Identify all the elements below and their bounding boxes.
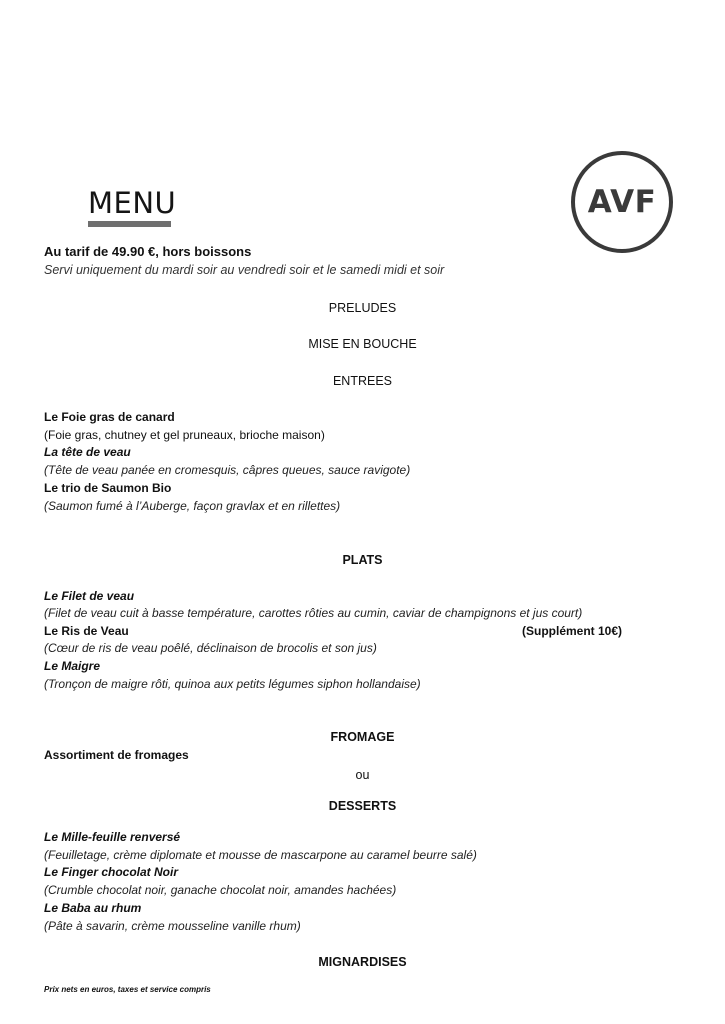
dessert-desc: (Feuilletage, crème diplomate et mousse de mascarpone au caramel beurre salé) (44, 848, 477, 862)
or-separator: ou (355, 768, 370, 782)
section-mise-en-bouche: MISE EN BOUCHE (308, 337, 417, 351)
section-entrees: ENTREES (332, 374, 393, 388)
section-mignardises: MIGNARDISES (318, 955, 407, 969)
entree-name: Le Foie gras de canard (44, 410, 175, 424)
plat-desc: (Filet de veau cuit à basse température, carottes rôties au cumin, caviar de champignons et jus court) (44, 606, 583, 620)
page-title: MENU (88, 186, 177, 220)
plat-desc: (Tronçon de maigre rôti, quinoa aux petits légumes siphon hollandaise) (44, 677, 421, 691)
price-line: Au tarif de 49.90 €, hors boissons (44, 244, 252, 259)
plat-desc: (Cœur de ris de veau poêlé, déclinaison de brocolis et son jus) (44, 641, 377, 655)
section-desserts: DESSERTS (328, 799, 397, 813)
dessert-desc: (Pâte à savarin, crème mousseline vanille rhum) (44, 919, 301, 933)
dessert-name: Le Baba au rhum (44, 901, 142, 915)
section-preludes: PRELUDES (328, 301, 397, 315)
dessert-desc: (Crumble chocolat noir, ganache chocolat noir, amandes hachées) (44, 883, 397, 897)
section-plats: PLATS (342, 553, 383, 567)
fromage-item: Assortiment de fromages (44, 748, 189, 762)
title-underline (88, 221, 171, 227)
footer-note: Prix nets en euros, taxes et service compris (44, 985, 211, 994)
logo-text: AVF (587, 184, 657, 220)
plat-name: Le Filet de veau (44, 589, 135, 603)
dessert-name: Le Mille-feuille renversé (44, 830, 181, 844)
entree-name: La tête de veau (44, 445, 131, 459)
availability-note: Servi uniquement du mardi soir au vendredi soir et le samedi midi et soir (44, 263, 445, 277)
plat-name: Le Maigre (44, 659, 101, 673)
section-fromage: FROMAGE (330, 730, 395, 744)
avf-logo (571, 151, 673, 253)
entree-desc: (Tête de veau panée en cromesquis, câpres queues, sauce ravigote) (44, 463, 411, 477)
plat-name: Le Ris de Veau (44, 624, 129, 638)
entree-desc: (Saumon fumé à l’Auberge, façon gravlax et en rillettes) (44, 499, 341, 513)
entree-desc: (Foie gras, chutney et gel pruneaux, brioche maison) (44, 428, 325, 442)
entree-name: Le trio de Saumon Bio (44, 481, 172, 495)
dessert-name: Le Finger chocolat Noir (44, 865, 179, 879)
supplement-label: (Supplément 10€) (522, 624, 623, 638)
